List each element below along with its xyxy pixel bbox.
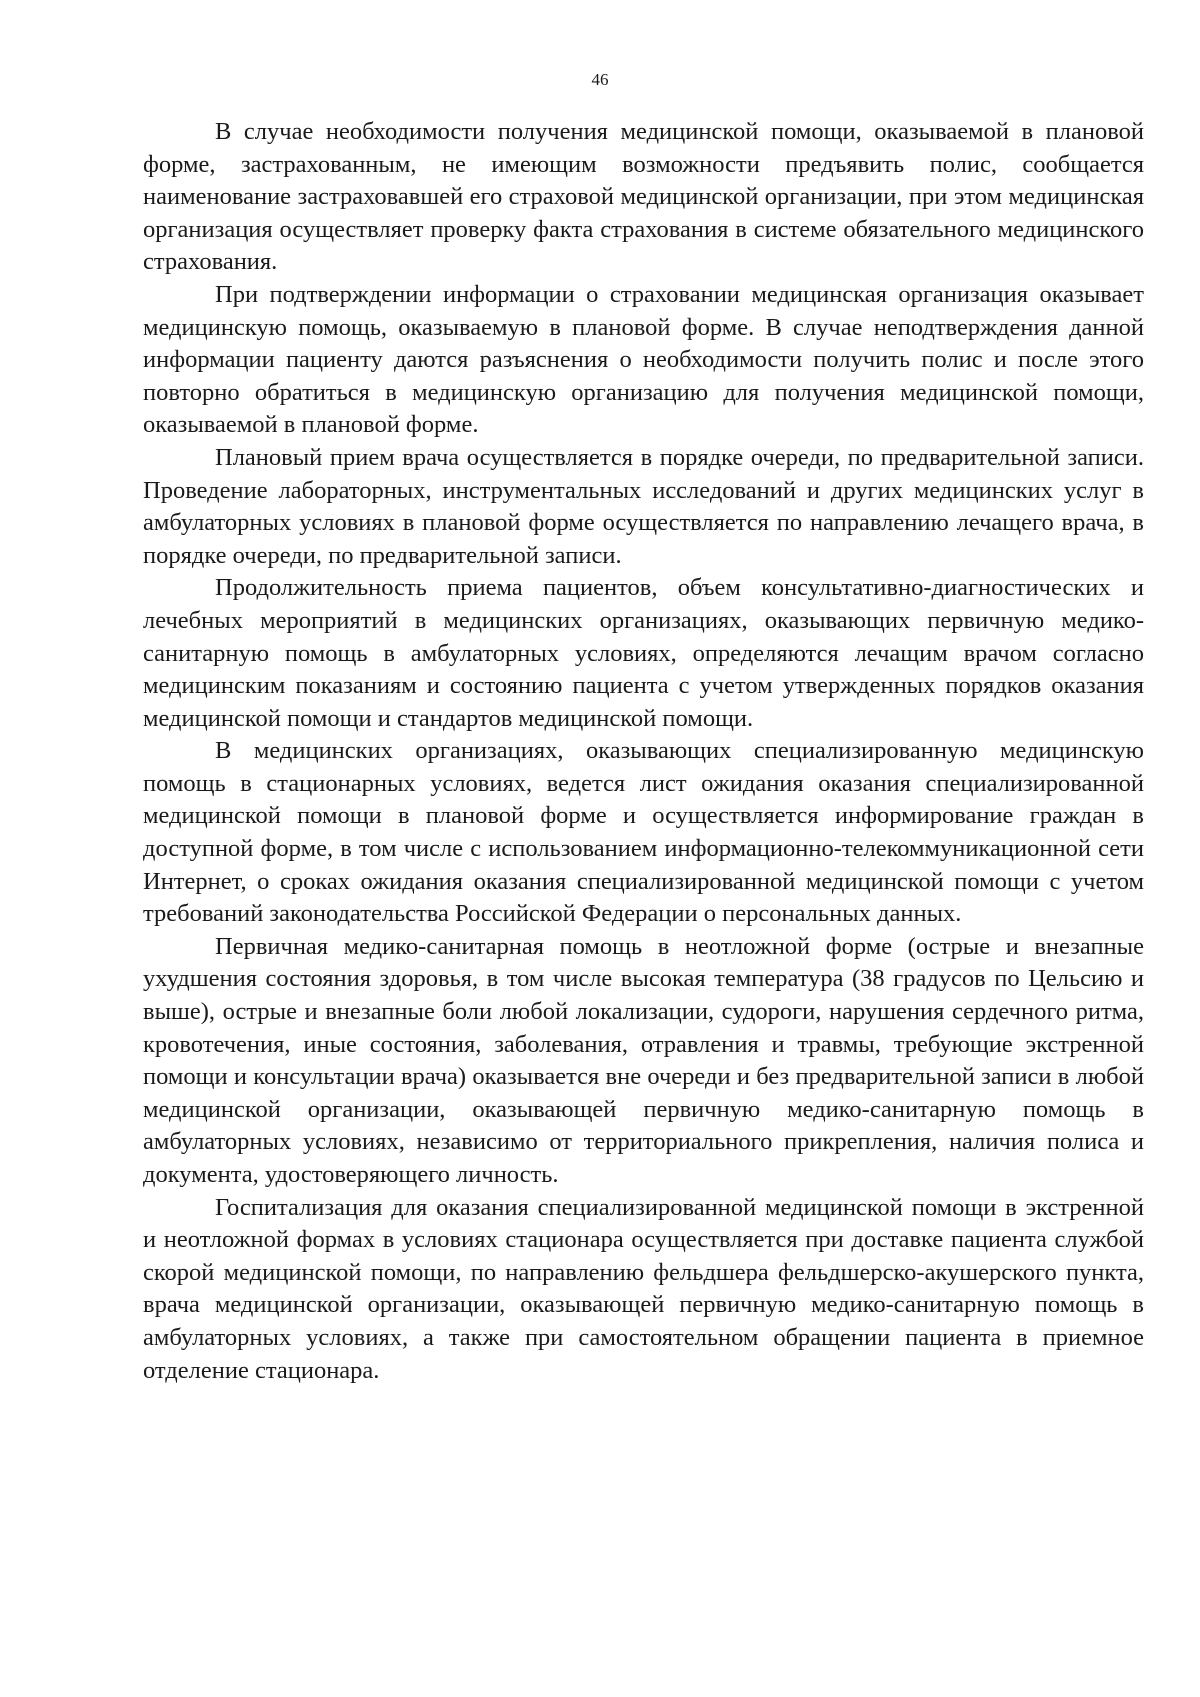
paragraph-appointment-duration: Продолжительность приема пациентов, объем консультативно-диагностических и лечебных мероприятий в медицинских организациях, оказывающих первичную медико-санитарную помощь в амбулаторных условиях, определяются лечащим врачом согласно медицинским показаниям и состоянию пациента с учетом утвержденных порядков оказания медицинской помощи и стандартов медицинской помощи. xyxy=(143,574,1144,732)
document-body xyxy=(143,116,1144,1387)
paragraph-hospitalization: Госпитализация для оказания специализированной медицинской помощи в экстренной и неотложной формах в условиях стационара осуществляется при доставке пациента службой скорой медицинской помощи, по направлению фельдшера фельдшерско-акушерского пункта, врача медицинской организации, оказывающей первичную медико-санитарную помощь в амбулаторных условиях, а также при самостоятельном обращении пациента в приемное отделение стационара. xyxy=(143,1193,1144,1384)
paragraph-urgent-care: Первичная медико-санитарная помощь в неотложной форме (острые и внезапные ухудшения состояния здоровья, в том числе высокая температура (38 градусов по Цельсию и выше), острые и внезапные боли любой локализации, судороги, нарушения сердечного ритма, кровотечения, иные состояния, заболевания, отравления и травмы, требующие экстренной помощи и консультации врача) оказывается вне очереди и без предварительной записи в любой медицинской организации, оказывающей первичную медико-санитарную помощь в амбулаторных условиях, независимо от территориального прикрепления, наличия полиса и документа, удостоверяющего личность. xyxy=(143,932,1144,1188)
page-number: 46 xyxy=(591,70,609,89)
paragraph-waiting-list: В медицинских организациях, оказывающих специализированную медицинскую помощь в стационарных условиях, ведется лист ожидания оказания специализированной медицинской помощи в плановой форме и осуществляется информирование граждан в доступной форме, в том числе с использованием информационно-телекоммуникационной сети Интернет, о сроках ожидания оказания специализированной медицинской помощи с учетом требований законодательства Российской Федерации о персональных данных. xyxy=(143,737,1144,928)
paragraph-insurance-verification: В случае необходимости получения медицинской помощи, оказываемой в плановой форме, застрахованным, не имеющим возможности предъявить полис, сообщается наименование застраховавшей его страховой медицинской организации, при этом медицинская организация осуществляет проверку факта страхования в системе обязательного медицинского страхования. xyxy=(143,118,1144,276)
paragraph-insurance-confirmation: При подтверждении информации о страховании медицинская организация оказывает медицинскую помощь, оказываемую в плановой форме. В случае неподтверждения данной информации пациенту даются разъяснения о необходимости получить полис и после этого повторно обратиться в медицинскую организацию для получения медицинской помощи, оказываемой в плановой форме. xyxy=(143,280,1144,439)
paragraph-planned-appointment: Плановый прием врача осуществляется в порядке очереди, по предварительной записи. Проведение лабораторных, инструментальных исследований и других медицинских услуг в амбулаторных условиях в плановой форме осуществляется по направлению лечащего врача, в порядке очереди, по предварительной записи. xyxy=(143,443,1144,569)
